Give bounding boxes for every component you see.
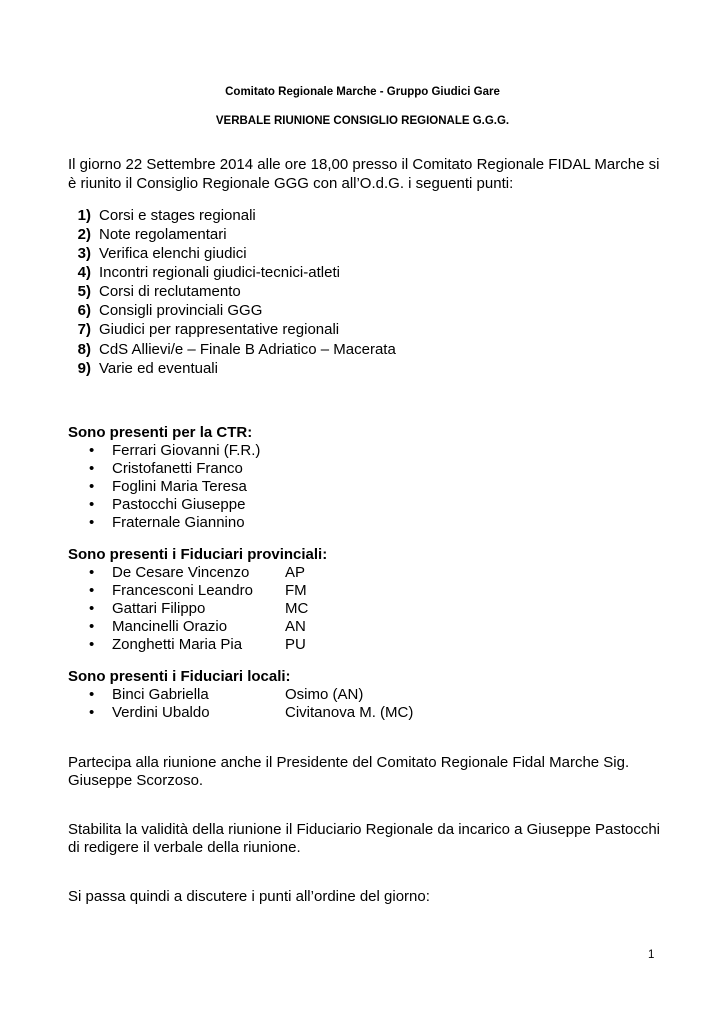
list-item bbox=[0, 442, 725, 460]
ctr-member-name: Ferrari Giovanni (F.R.) bbox=[112, 442, 261, 459]
locali-section-title: Sono presenti i Fiduciari locali: bbox=[68, 668, 291, 685]
validita-paragraph-line-2: di redigere il verbale della riunione. bbox=[68, 839, 301, 856]
agenda-text: Varie ed eventuali bbox=[99, 360, 218, 377]
ctr-member-name: Fraternale Giannino bbox=[112, 514, 245, 531]
agenda-text: Incontri regionali giudici-tecnici-atleti bbox=[99, 264, 340, 281]
presidente-paragraph-line-1: Partecipa alla riunione anche il Presidente del Comitato Regionale Fidal Marche Sig. bbox=[68, 754, 630, 771]
page-number: 1 bbox=[648, 949, 655, 961]
agenda-item bbox=[0, 321, 725, 340]
bullet-icon: • bbox=[89, 478, 95, 495]
agenda-item bbox=[0, 302, 725, 321]
fiduciario-locale-place: Osimo (AN) bbox=[285, 686, 364, 703]
provinciali-section-title: Sono presenti i Fiduciari provinciali: bbox=[68, 546, 328, 563]
list-item bbox=[0, 704, 725, 722]
agenda-item bbox=[0, 207, 725, 226]
fiduciario-name: De Cesare Vincenzo bbox=[112, 564, 250, 581]
bullet-icon: • bbox=[89, 600, 95, 617]
bullet-icon: • bbox=[89, 514, 95, 531]
agenda-number: 8) bbox=[77, 341, 91, 358]
fiduciario-name: Francesconi Leandro bbox=[112, 582, 253, 599]
list-item bbox=[0, 478, 725, 496]
agenda-text: Corsi di reclutamento bbox=[99, 283, 241, 300]
agenda-number: 5) bbox=[77, 283, 91, 300]
intro-line-2: è riunito il Consiglio Regionale GGG con all’O.d.G. i seguenti punti: bbox=[68, 175, 514, 192]
bullet-icon: • bbox=[89, 496, 95, 513]
agenda-text: Note regolamentari bbox=[99, 226, 227, 243]
list-item bbox=[0, 514, 725, 532]
list-item bbox=[0, 686, 725, 704]
list-item bbox=[0, 564, 725, 582]
bullet-icon: • bbox=[89, 636, 95, 653]
province-code: AN bbox=[285, 618, 306, 635]
agenda-text: Verifica elenchi giudici bbox=[99, 245, 247, 262]
agenda-number: 7) bbox=[77, 321, 91, 338]
province-code: MC bbox=[285, 600, 309, 617]
agenda-number: 2) bbox=[77, 226, 91, 243]
agenda-text: Corsi e stages regionali bbox=[99, 207, 256, 224]
ctr-member-name: Pastocchi Giuseppe bbox=[112, 496, 246, 513]
bullet-icon: • bbox=[89, 564, 95, 581]
agenda-item bbox=[0, 245, 725, 264]
agenda-item bbox=[0, 283, 725, 302]
ctr-member-name: Cristofanetti Franco bbox=[112, 460, 243, 477]
validita-paragraph-line-1: Stabilita la validità della riunione il Fiduciario Regionale da incarico a Giuseppe Pastocchi bbox=[68, 821, 661, 838]
fiduciario-locale-place: Civitanova M. (MC) bbox=[285, 704, 414, 721]
agenda-item bbox=[0, 264, 725, 283]
agenda-item bbox=[0, 341, 725, 360]
bullet-icon: • bbox=[89, 686, 95, 703]
agenda-item bbox=[0, 360, 725, 379]
fiduciario-name: Gattari Filippo bbox=[112, 600, 206, 617]
discussione-paragraph: Si passa quindi a discutere i punti all’ordine del giorno: bbox=[68, 888, 430, 905]
bullet-icon: • bbox=[89, 442, 95, 459]
ctr-section-title: Sono presenti per la CTR: bbox=[68, 424, 253, 441]
list-item bbox=[0, 618, 725, 636]
bullet-icon: • bbox=[89, 460, 95, 477]
ctr-member-name: Foglini Maria Teresa bbox=[112, 478, 247, 495]
fiduciario-locale-name: Binci Gabriella bbox=[112, 686, 209, 703]
agenda-text: Consigli provinciali GGG bbox=[99, 302, 263, 319]
list-item bbox=[0, 636, 725, 654]
fiduciario-name: Zonghetti Maria Pia bbox=[112, 636, 243, 653]
agenda-number: 9) bbox=[77, 360, 91, 377]
province-code: AP bbox=[285, 564, 306, 581]
list-item bbox=[0, 496, 725, 514]
province-code: FM bbox=[285, 582, 307, 599]
agenda-text: Giudici per rappresentative regionali bbox=[99, 321, 340, 338]
agenda-item bbox=[0, 226, 725, 245]
document-header-subtitle: VERBALE RIUNIONE CONSIGLIO REGIONALE G.G.G. bbox=[215, 115, 510, 127]
bullet-icon: • bbox=[89, 582, 95, 599]
agenda-number: 6) bbox=[77, 302, 91, 319]
agenda-number: 4) bbox=[77, 264, 91, 281]
agenda-text: CdS Allievi/e – Finale B Adriatico – Macerata bbox=[99, 341, 396, 358]
province-code: PU bbox=[285, 636, 306, 653]
agenda-number: 1) bbox=[77, 207, 91, 224]
intro-line-1: Il giorno 22 Settembre 2014 alle ore 18,00 presso il Comitato Regionale FIDAL Marche si bbox=[68, 156, 660, 173]
fiduciario-locale-name: Verdini Ubaldo bbox=[112, 704, 210, 721]
list-item bbox=[0, 582, 725, 600]
presidente-paragraph-line-2: Giuseppe Scorzoso. bbox=[68, 772, 204, 789]
bullet-icon: • bbox=[89, 704, 95, 721]
document-header-title: Comitato Regionale Marche - Gruppo Giudici Gare bbox=[225, 86, 500, 98]
agenda-number: 3) bbox=[77, 245, 91, 262]
bullet-icon: • bbox=[89, 618, 95, 635]
list-item bbox=[0, 460, 725, 478]
fiduciario-name: Mancinelli Orazio bbox=[112, 618, 228, 635]
list-item bbox=[0, 600, 725, 618]
